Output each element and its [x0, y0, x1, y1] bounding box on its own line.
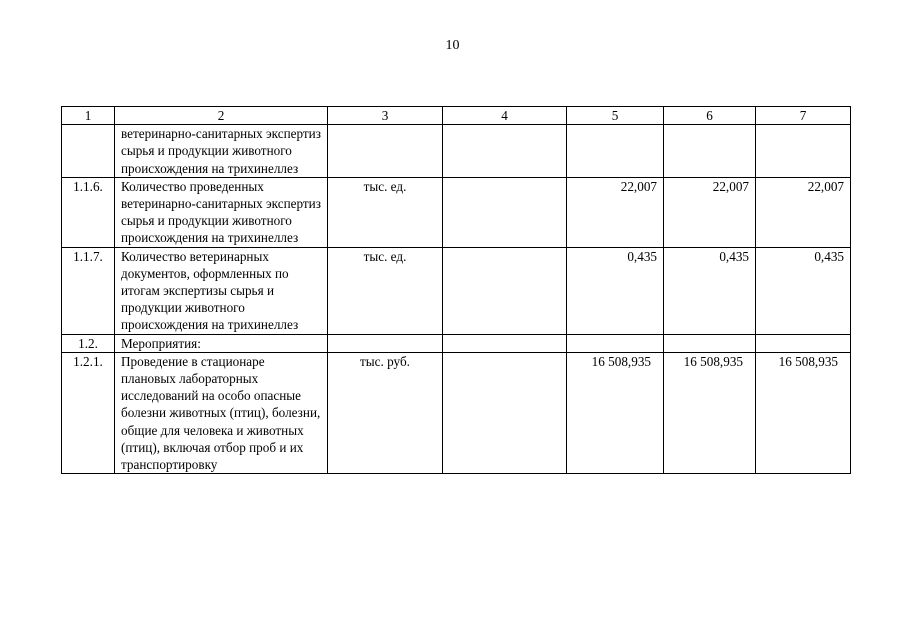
row-number: 1.2.1. [62, 352, 115, 473]
row-value-col7: 22,007 [756, 177, 851, 247]
row-value-col4 [443, 247, 567, 334]
table-row [62, 125, 851, 178]
row-value-col5: 16 508,935 [567, 352, 664, 473]
row-value-col4 [443, 125, 567, 178]
column-header: 1 [62, 107, 115, 125]
row-unit: тыс. руб. [328, 352, 443, 473]
row-number: 1.1.6. [62, 177, 115, 247]
row-unit [328, 125, 443, 178]
row-number: 1.2. [62, 334, 115, 352]
column-header: 2 [115, 107, 328, 125]
row-value-col5: 0,435 [567, 247, 664, 334]
row-value-col4 [443, 352, 567, 473]
row-unit: тыс. ед. [328, 247, 443, 334]
row-description: Проведение в стационаре плановых лабораторных исследований на особо опасные болезни животных (птиц), болезни, общие для человека и животных (птиц), включая отбор проб и их транспортировку [115, 352, 328, 473]
column-header: 4 [443, 107, 567, 125]
row-value-col7 [756, 125, 851, 178]
row-value-col6: 16 508,935 [664, 352, 756, 473]
row-description: Мероприятия: [115, 334, 328, 352]
table-row [62, 247, 851, 334]
column-header: 5 [567, 107, 664, 125]
data-table [61, 106, 851, 474]
row-value-col6 [664, 334, 756, 352]
row-unit [328, 334, 443, 352]
row-value-col5: 22,007 [567, 177, 664, 247]
row-value-col6: 22,007 [664, 177, 756, 247]
row-value-col4 [443, 177, 567, 247]
row-value-col6: 0,435 [664, 247, 756, 334]
row-number: 1.1.7. [62, 247, 115, 334]
row-unit: тыс. ед. [328, 177, 443, 247]
row-description: Количество проведенных ветеринарно-санитарных экспертиз сырья и продукции животного происхождения на трихинеллез [115, 177, 328, 247]
table-header-row [62, 107, 851, 125]
table-row [62, 177, 851, 247]
row-value-col5 [567, 334, 664, 352]
column-header: 3 [328, 107, 443, 125]
row-description: ветеринарно-санитарных экспертиз сырья и продукции животного происхождения на трихинеллез [115, 125, 328, 178]
row-value-col7: 0,435 [756, 247, 851, 334]
page-number: 10 [445, 38, 460, 53]
column-header: 6 [664, 107, 756, 125]
row-value-col7 [756, 334, 851, 352]
row-value-col4 [443, 334, 567, 352]
row-value-col6 [664, 125, 756, 178]
row-number [62, 125, 115, 178]
row-description: Количество ветеринарных документов, оформленных по итогам экспертизы сырья и продукции животного происхождения на трихинеллез [115, 247, 328, 334]
table-row [62, 334, 851, 352]
row-value-col7: 16 508,935 [756, 352, 851, 473]
row-value-col5 [567, 125, 664, 178]
table-row [62, 352, 851, 473]
column-header: 7 [756, 107, 851, 125]
